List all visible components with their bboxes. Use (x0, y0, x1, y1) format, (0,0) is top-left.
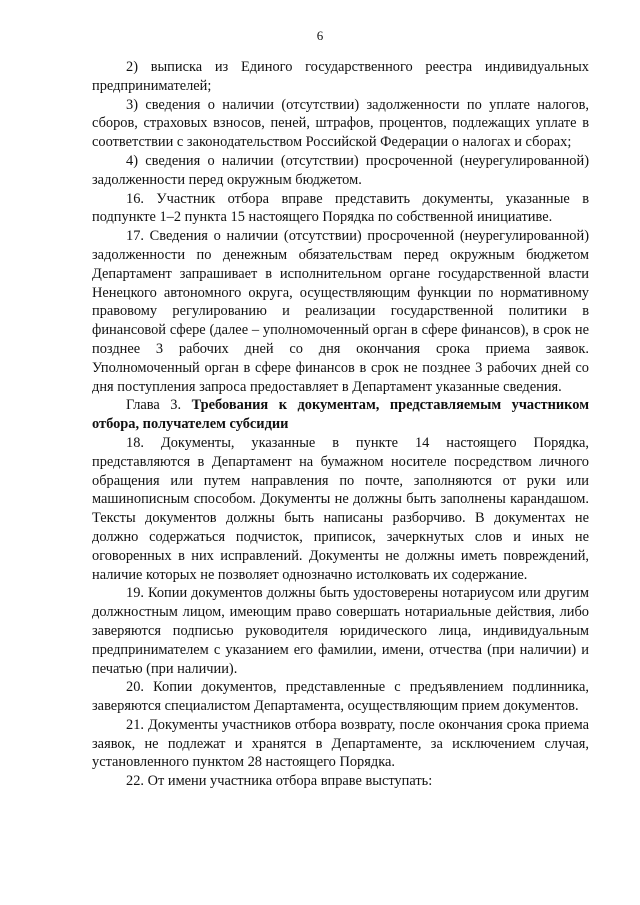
paragraph-15-item-4: 4) сведения о наличии (отсутствии) просроченной (неурегулированной) задолженности перед окружным бюджетом. (92, 152, 589, 188)
paragraph-18: 18. Документы, указанные в пункте 14 настоящего Порядка, представляются в Департамент на бумажном носителе посредством личного обращения или путем направления по почте, заполняются от руки или машинописным способом. Документы не должны быть заполнены карандашом. Тексты документов должны быть написаны разборчиво. В документах не должно содержаться подчисток, приписок, зачеркнутых слов и иных не оговоренных в них исправлений. Документы не должны иметь повреждений, наличие которых не позволяет однозначно истолковать их содержание. (92, 434, 589, 583)
paragraph-19: 19. Копии документов должны быть удостоверены нотариусом или другим должностным лицом, имеющим право совершать нотариальные действия, либо заверяются подписью руководителя юридического лица, индивидуальным предпринимателем с указанием его фамилии, имени, отчества (при наличии) и печатью (при наличии). (92, 585, 589, 677)
paragraph-15-item-3: 3) сведения о наличии (отсутствии) задолженности по уплате налогов, сборов, страховых взносов, пеней, штрафов, процентов, подлежащих уплате в соответствии с законодательством Российской Федерации о налогах и сборах; (92, 96, 589, 151)
paragraph-22: 22. От имени участника отбора вправе выступать: (126, 773, 433, 790)
page-number: 6 (316, 28, 324, 43)
paragraph-17: 17. Сведения о наличии (отсутствии) просроченной (неурегулированной) задолженности по денежным обязательствам перед окружным бюджетом Департамент запрашивает в исполнительном органе государственной власти Ненецкого автономного округа, осуществляющим функции по нормативному правовому регулированию и реализации государственной политики в финансовой сфере (далее – уполномоченный орган в сфере финансов), в срок не позднее 3 рабочих дней со дня окончания срока приема заявок. Уполномоченный орган в сфере финансов в срок не позднее 3 рабочих дней со дня поступления запроса предоставляет в Департамент указанные сведения. (92, 228, 589, 395)
paragraph-15-item-2: 2) выписка из Единого государственного реестра индивидуальных предпринимателей; (92, 59, 589, 94)
document-body (92, 58, 589, 791)
chapter-number: Глава 3. (126, 397, 182, 414)
chapter-title: Требования к документам, представляемым участником отбора, получателем субсидии (92, 397, 589, 433)
paragraph-16: 16. Участник отбора вправе представить документы, указанные в подпункте 1–2 пункта 15 настоящего Порядка по собственной инициативе. (92, 190, 589, 226)
paragraph-20: 20. Копии документов, представленные с предъявлением подлинника, заверяются специалистом Департамента, осуществляющим прием документов. (92, 679, 589, 715)
chapter-heading (92, 396, 589, 434)
paragraph-21: 21. Документы участников отбора возврату, после окончания срока приема заявок, не подлежат и хранятся в Департаменте, за исключением случая, установленного пунктом 28 настоящего Порядка. (92, 716, 589, 771)
